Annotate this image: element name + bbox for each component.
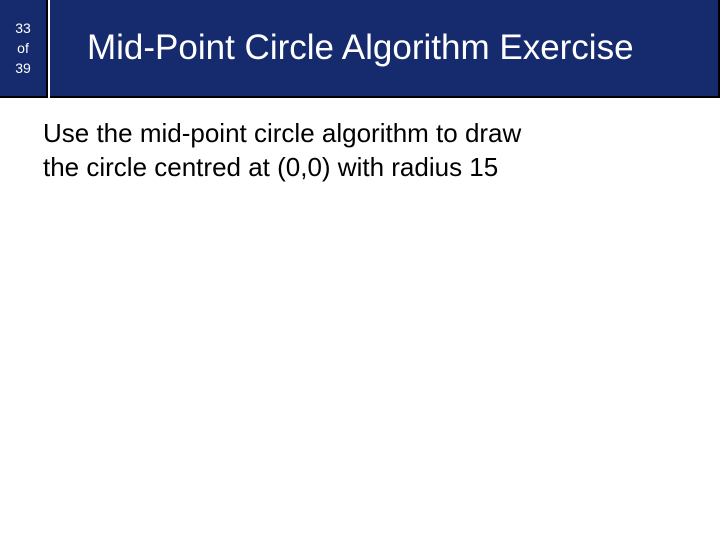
slide-counter	[0, 0, 48, 98]
body-line-1: Use the mid-point circle algorithm to draw	[43, 118, 522, 148]
slide-current-number: 33	[15, 20, 31, 36]
slide-total-number: 39	[15, 60, 31, 76]
title-bar	[50, 0, 720, 98]
body-line-2: the circle centred at (0,0) with radius 15	[43, 152, 499, 182]
slide-counter-separator: of	[17, 40, 29, 56]
slide-body	[43, 116, 693, 184]
slide-title: Mid-Point Circle Algorithm Exercise	[87, 28, 634, 67]
